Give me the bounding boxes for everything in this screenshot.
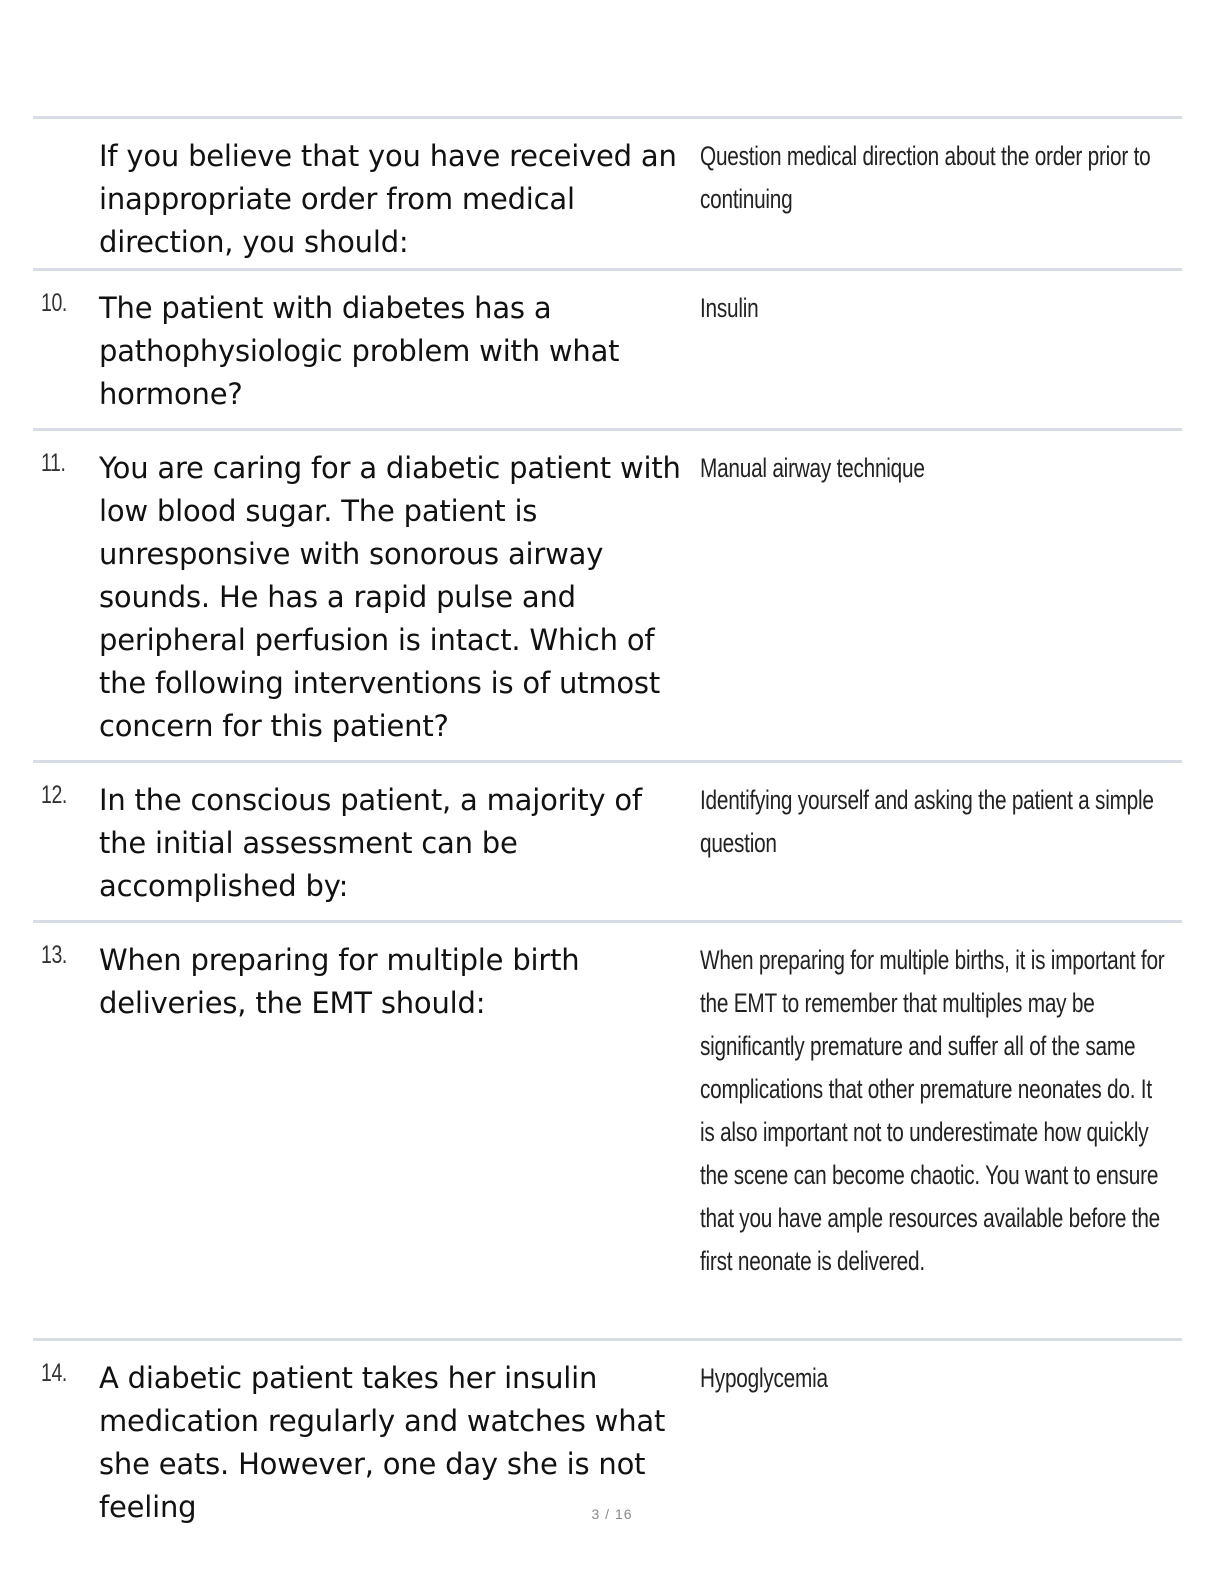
question-text: The patient with diabetes has a pathophysiologic problem with what hormone? [99,291,620,411]
question-text: You are caring for a diabetic patient with low blood sugar. The patient is unresponsive with sonorous airway sounds. He has a rapid pulse and peripheral perfusion is intact. Which of the following interventions is of utmost concern for this patient? [99,451,681,743]
question-number: 14. [41,1359,67,1387]
question-number: 12. [41,781,67,809]
answer-text: Identifying yourself and asking the patient a simple question [700,785,1154,858]
question-text: A diabetic patient takes her insulin medication regularly and watches what she eats. However, one day she is not feeling [99,1361,666,1524]
question-number: 13. [41,941,67,969]
table-row [33,763,1182,923]
question-text: If you believe that you have received an inappropriate order from medical direction, you should: [99,139,677,259]
answer-text: Insulin [700,293,759,323]
question-text: When preparing for multiple birth deliveries, the EMT should: [99,943,580,1020]
table-row [33,119,1182,271]
answer-text: Hypoglycemia [700,1363,828,1393]
answer-text: Manual airway technique [700,453,925,483]
page-number: 3 / 16 [591,1506,633,1522]
table-row [33,923,1182,1341]
answer-text: Question medical direction about the order prior to continuing [700,141,1151,214]
question-text: In the conscious patient, a majority of the initial assessment can be accomplished by: [99,783,642,903]
table-row [33,431,1182,763]
question-number: 10. [41,289,67,317]
table-row [33,271,1182,431]
question-number: 11. [41,449,66,477]
answer-text: When preparing for multiple births, it is important for the EMT to remember that multiples may be significantly premature and suffer all of the same complications that other premature neonates do. It is also important not to underestimate how quickly the scene can become chaotic. You want to ensure that you have ample resources available before the first neonate is delivered. [700,945,1165,1276]
